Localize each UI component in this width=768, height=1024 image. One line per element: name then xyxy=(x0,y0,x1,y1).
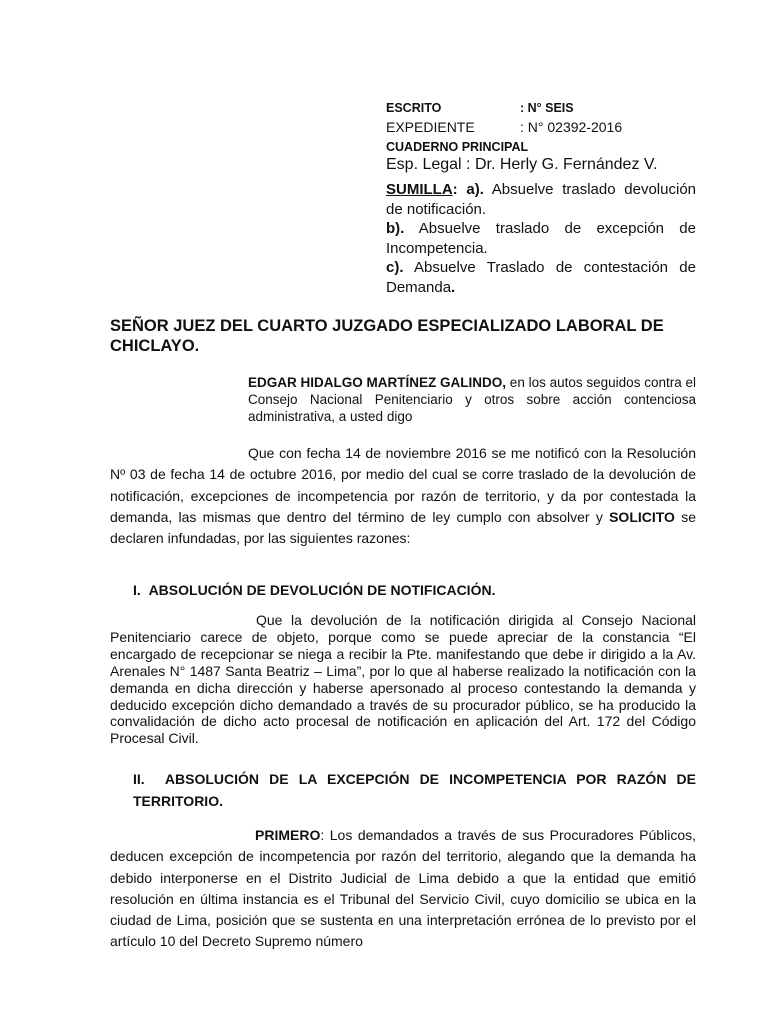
section-1-heading xyxy=(133,582,495,598)
primero-label: PRIMERO xyxy=(255,827,321,843)
sumilla-b-text: Absuelve traslado de excepción de Incompetencia. xyxy=(386,220,696,257)
sumilla-b xyxy=(386,219,696,258)
escrito-row xyxy=(386,101,574,115)
cuaderno-label: CUADERNO PRINCIPAL xyxy=(386,140,529,154)
section-1-numeral: I. xyxy=(133,582,141,598)
sumilla-label: SUMILLA xyxy=(386,181,453,198)
opening-text-after: se declaren infundadas, por las siguientes razones: xyxy=(110,508,696,547)
plaintiff-name: EDGAR HIDALGO MARTÍNEZ GALINDO, xyxy=(248,375,507,390)
especialista-legal: Esp. Legal : Dr. Herly G. Fernández V. xyxy=(386,156,658,173)
intro-text: en los autos seguidos contra el Consejo Nacional Penitenciario y otros sobre acción contenciosa administrativa, a usted digo xyxy=(248,375,697,424)
section-1-title: ABSOLUCIÓN DE DEVOLUCIÓN DE NOTIFICACIÓN. xyxy=(148,582,496,598)
section-2-text: : Los demandados a través de sus Procuradores Públicos, deducen excepción de incompetencia por razón del territorio, alegando que la demanda ha debido interponerse en el Distrito Judicial de Lima debido a que la entidad que emitió resolución en última instancia es el Tribunal del Servicio Civil, cuyo domicilio se ubica en la ciudad de Lima, posición que se sustenta en una interpretación errónea de lo previsto por el artículo 10 del Decreto Supremo número xyxy=(110,827,696,950)
expediente-label: EXPEDIENTE xyxy=(386,119,475,135)
sumilla-a xyxy=(386,180,696,219)
sumilla-c-label: c). xyxy=(386,259,404,276)
expediente-value: : N° 02392-2016 xyxy=(520,119,623,135)
addressee-heading: SEÑOR JUEZ DEL CUARTO JUZGADO ESPECIALIZADO LABORAL DE CHICLAYO. xyxy=(110,317,664,355)
sumilla-c xyxy=(386,258,696,297)
escrito-value: : N° SEIS xyxy=(520,101,574,115)
section-2-title: ABSOLUCIÓN DE LA EXCEPCIÓN DE INCOMPETENCIA POR RAZÓN DE TERRITORIO. xyxy=(133,771,697,809)
opening-paragraph xyxy=(110,443,696,549)
expediente-row xyxy=(386,119,623,135)
sumilla-colon: : xyxy=(452,181,458,198)
section-2-heading xyxy=(133,768,696,812)
section-2-paragraph xyxy=(110,825,696,953)
sumilla-c-text: Absuelve Traslado de contestación de Demanda xyxy=(386,259,696,296)
escrito-label: ESCRITO xyxy=(386,101,442,115)
sumilla-c-end: . xyxy=(451,278,456,296)
section-1-paragraph: Que la devolución de la notificación dirigida al Consejo Nacional Penitenciario carece de objeto, porque como se puede apreciar de la constancia “El encargado de recepcionar se niega a recibir la Pte. manifestando que debe ir dirigido a la Av. Arenales N° 1487 Santa Beatriz – Lima”, por lo que al haberse realizado la notificación con la demanda en dicha dirección y haberse apersonado al proceso contestando la demanda y deducido excepción dicho demandado a través de su procurador público, se ha producido la convalidación de dicho acto procesal de notificación en aplicación del Art. 172 del Código Procesal Civil. xyxy=(110,612,696,747)
sumilla-a-text: Absuelve traslado devolución de notificación. xyxy=(386,181,696,218)
section-2-numeral: II. xyxy=(133,771,145,787)
solicito-keyword: SOLICITO xyxy=(609,508,675,525)
sumilla-block xyxy=(386,180,696,297)
sumilla-b-label: b). xyxy=(386,220,405,237)
intro-paragraph xyxy=(248,374,696,425)
sumilla-a-label: a). xyxy=(466,181,484,198)
opening-text-before: Que con fecha 14 de noviembre 2016 se me notificó con la Resolución Nº 03 de fecha 14 de octubre 2016, por medio del cual se corre traslado de la devolución de notificación, excepciones de incompetencia por razón de territorio, y da por contestada la demanda, las mismas que dentro del término de ley cumplo con absolver y xyxy=(110,445,696,525)
